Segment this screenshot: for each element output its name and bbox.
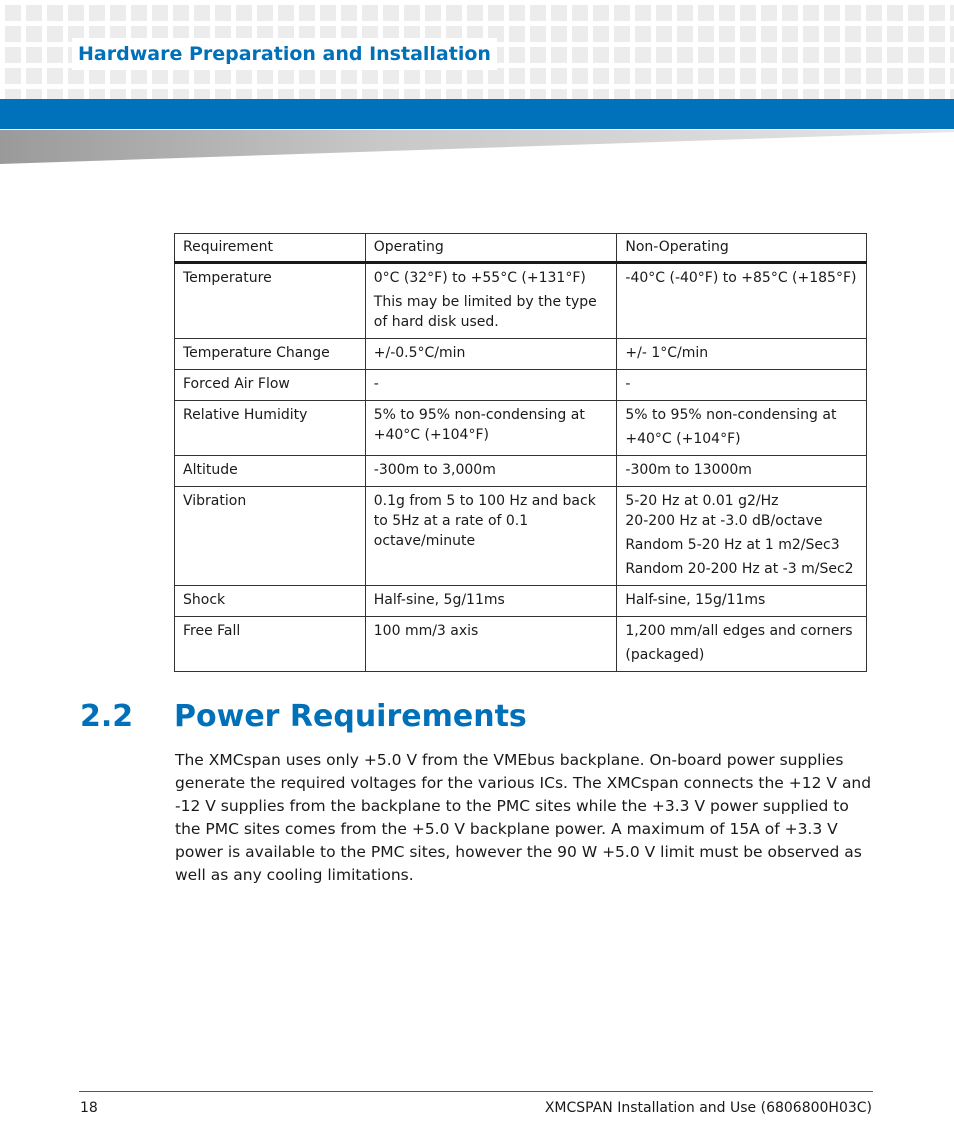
- cell-requirement: Shock: [175, 586, 366, 617]
- cell-requirement: Temperature Change: [175, 339, 366, 370]
- table-row: [175, 370, 867, 401]
- cell-requirement: Vibration: [175, 487, 366, 586]
- requirements-table: [174, 233, 867, 672]
- cell-non-operating: [617, 263, 867, 339]
- table-row: [175, 586, 867, 617]
- footer-document-title: XMCSPAN Installation and Use (6806800H03C): [544, 1100, 872, 1116]
- footer-rule: [79, 1091, 873, 1092]
- cell-line: -300m to 3,000m: [373, 462, 496, 478]
- table-row: [175, 339, 867, 370]
- cell-non-operating: [617, 370, 867, 401]
- cell-non-operating: [617, 487, 867, 586]
- cell-requirement: Temperature: [175, 263, 366, 339]
- cell-line: -40°C (-40°F) to +85°C (+185°F): [625, 270, 857, 286]
- table-row: [175, 617, 867, 672]
- cell-operating: [365, 456, 617, 487]
- cell-line: 0.1g from 5 to 100 Hz and back to 5Hz at a rate of 0.1 octave/minute: [373, 493, 596, 549]
- cell-requirement: Forced Air Flow: [175, 370, 366, 401]
- cell-non-operating: [617, 339, 867, 370]
- section-body-paragraph: The XMCspan uses only +5.0 V from the VMEbus backplane. On-board power supplies generate the required voltages for the various ICs. The XMCspan connects the +12 V and -12 V supplies from the backplane to the PMC sites while the +3.3 V power supplied to the PMC sites comes from the +5.0 V backplane power. A maximum of 15A of +3.3 V power is available to the PMC sites, however the 90 W +5.0 V limit must be observed as well as any cooling limitations.: [175, 751, 872, 884]
- cell-line: Random 20-200 Hz at -3 m/Sec2: [625, 561, 854, 577]
- cell-line: Half-sine, 15g/11ms: [625, 592, 766, 608]
- cell-non-operating: [617, 617, 867, 672]
- table-row: [175, 401, 867, 456]
- table-row: [175, 456, 867, 487]
- section-title: Power Requirements: [174, 699, 527, 734]
- cell-non-operating: [617, 586, 867, 617]
- cell-requirement: Altitude: [175, 456, 366, 487]
- cell-line: 20-200 Hz at -3.0 dB/octave: [625, 513, 823, 529]
- cell-line: 5-20 Hz at 0.01 g2/Hz: [625, 493, 779, 509]
- column-header-operating: Operating: [365, 234, 617, 263]
- cell-non-operating: [617, 456, 867, 487]
- cell-line: 5% to 95% non-condensing at +40°C (+104°F): [373, 407, 585, 443]
- footer-page-number: 18: [80, 1100, 98, 1116]
- cell-operating: [365, 370, 617, 401]
- cell-operating: [365, 401, 617, 456]
- column-header-requirement: Requirement: [175, 234, 366, 263]
- table-row: [175, 487, 867, 586]
- header-gray-wedge: [0, 130, 954, 164]
- cell-line: 0°C (32°F) to +55°C (+131°F): [373, 270, 586, 286]
- table-header-row: [175, 234, 867, 263]
- running-header-title: Hardware Preparation and Installation: [72, 38, 497, 70]
- cell-line: +/- 1°C/min: [625, 345, 709, 361]
- cell-line: 1,200 mm/all edges and corners: [625, 623, 853, 639]
- cell-operating: [365, 339, 617, 370]
- cell-line: +/-0.5°C/min: [373, 345, 466, 361]
- cell-line: -: [373, 376, 379, 392]
- table-body: [175, 263, 867, 672]
- cell-operating: [365, 617, 617, 672]
- cell-operating: [365, 487, 617, 586]
- cell-line: 5% to 95% non-condensing at: [625, 407, 837, 423]
- cell-line: Half-sine, 5g/11ms: [373, 592, 505, 608]
- cell-requirement: Free Fall: [175, 617, 366, 672]
- cell-line: +40°C (+104°F): [625, 431, 741, 447]
- cell-line: -: [625, 376, 631, 392]
- cell-line: Random 5-20 Hz at 1 m2/Sec3: [625, 537, 840, 553]
- cell-operating: [365, 263, 617, 339]
- cell-line: 100 mm/3 axis: [373, 623, 479, 639]
- cell-operating: [365, 586, 617, 617]
- cell-line: (packaged): [625, 647, 705, 663]
- cell-non-operating: [617, 401, 867, 456]
- cell-line: This may be limited by the type of hard disk used.: [373, 294, 597, 330]
- cell-requirement: Relative Humidity: [175, 401, 366, 456]
- section-number: 2.2: [80, 699, 134, 734]
- column-header-non-operating: Non-Operating: [617, 234, 867, 263]
- cell-line: -300m to 13000m: [625, 462, 752, 478]
- table-row: [175, 263, 867, 339]
- header-blue-bar: [0, 99, 954, 129]
